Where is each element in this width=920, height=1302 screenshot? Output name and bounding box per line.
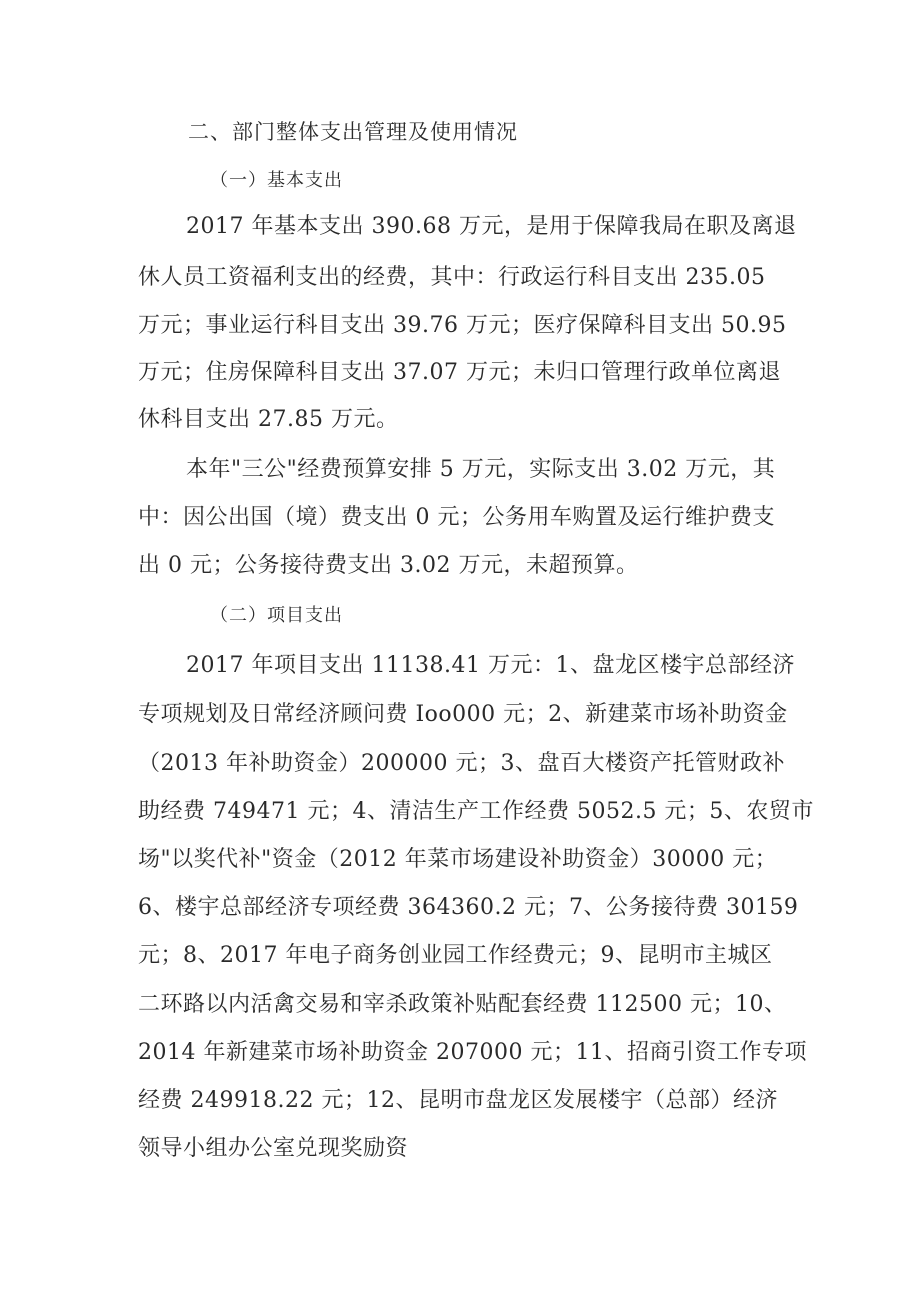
text-line: 万元；住房保障科目支出 37.07 万元；未归口管理行政单位离退 — [138, 360, 781, 385]
text-line: 万元；事业运行科目支出 39.76 万元；医疗保障科目支出 50.95 — [138, 313, 787, 338]
text-line: 中：因公出国（境）费支出 0 元；公务用车购置及运行维护费支 — [138, 505, 775, 530]
section-heading: 二、部门整体支出管理及使用情况 — [188, 120, 518, 144]
text-line: 休科目支出 27.85 万元。 — [138, 407, 399, 432]
text-line: 2014 年新建菜市场补助资金 207000 元；11、招商引资工作专项 — [138, 1040, 807, 1065]
text-line: 2017 年项目支出 11138.41 万元：1、盘龙区楼宇总部经济 — [186, 653, 795, 678]
text-line: 元；8、2017 年电子商务创业园工作经费元；9、昆明市主城区 — [138, 943, 773, 968]
text-line: 助经费 749471 元；4、清洁生产工作经费 5052.5 元；5、农贸市 — [138, 799, 814, 824]
text-line: 休人员工资福利支出的经费，其中：行政运行科目支出 235.05 — [138, 265, 766, 290]
text-line: 专项规划及日常经济顾问费 Ioo000 元；2、新建菜市场补助资金 — [138, 702, 788, 727]
project-expenditure-heading: （二）项目支出 — [210, 605, 343, 626]
text-line: 场"以奖代补"资金（2012 年菜市场建设补助资金）30000 元； — [138, 847, 778, 872]
text-line: 6、楼宇总部经济专项经费 364360.2 元；7、公务接待费 30159 — [138, 895, 799, 920]
text-line: 本年"三公"经费预算安排 5 万元，实际支出 3.02 万元，其 — [186, 457, 776, 482]
text-line: 领导小组办公室兑现奖励资 — [138, 1136, 409, 1161]
text-line: （2013 年补助资金）200000 元；3、盘百大楼资产托管财政补 — [138, 751, 785, 776]
text-line: 出 0 元；公务接待费支出 3.02 万元，未超预算。 — [138, 553, 639, 578]
text-line: 二环路以内活禽交易和宰杀政策补贴配套经费 112500 元；10、 — [138, 992, 787, 1017]
text-line: 经费 249918.22 元；12、昆明市盘龙区发展楼宇（总部）经济 — [138, 1088, 778, 1113]
basic-expenditure-heading: （一）基本支出 — [210, 170, 343, 191]
text-line: 2017 年基本支出 390.68 万元，是用于保障我局在职及离退 — [186, 214, 797, 239]
